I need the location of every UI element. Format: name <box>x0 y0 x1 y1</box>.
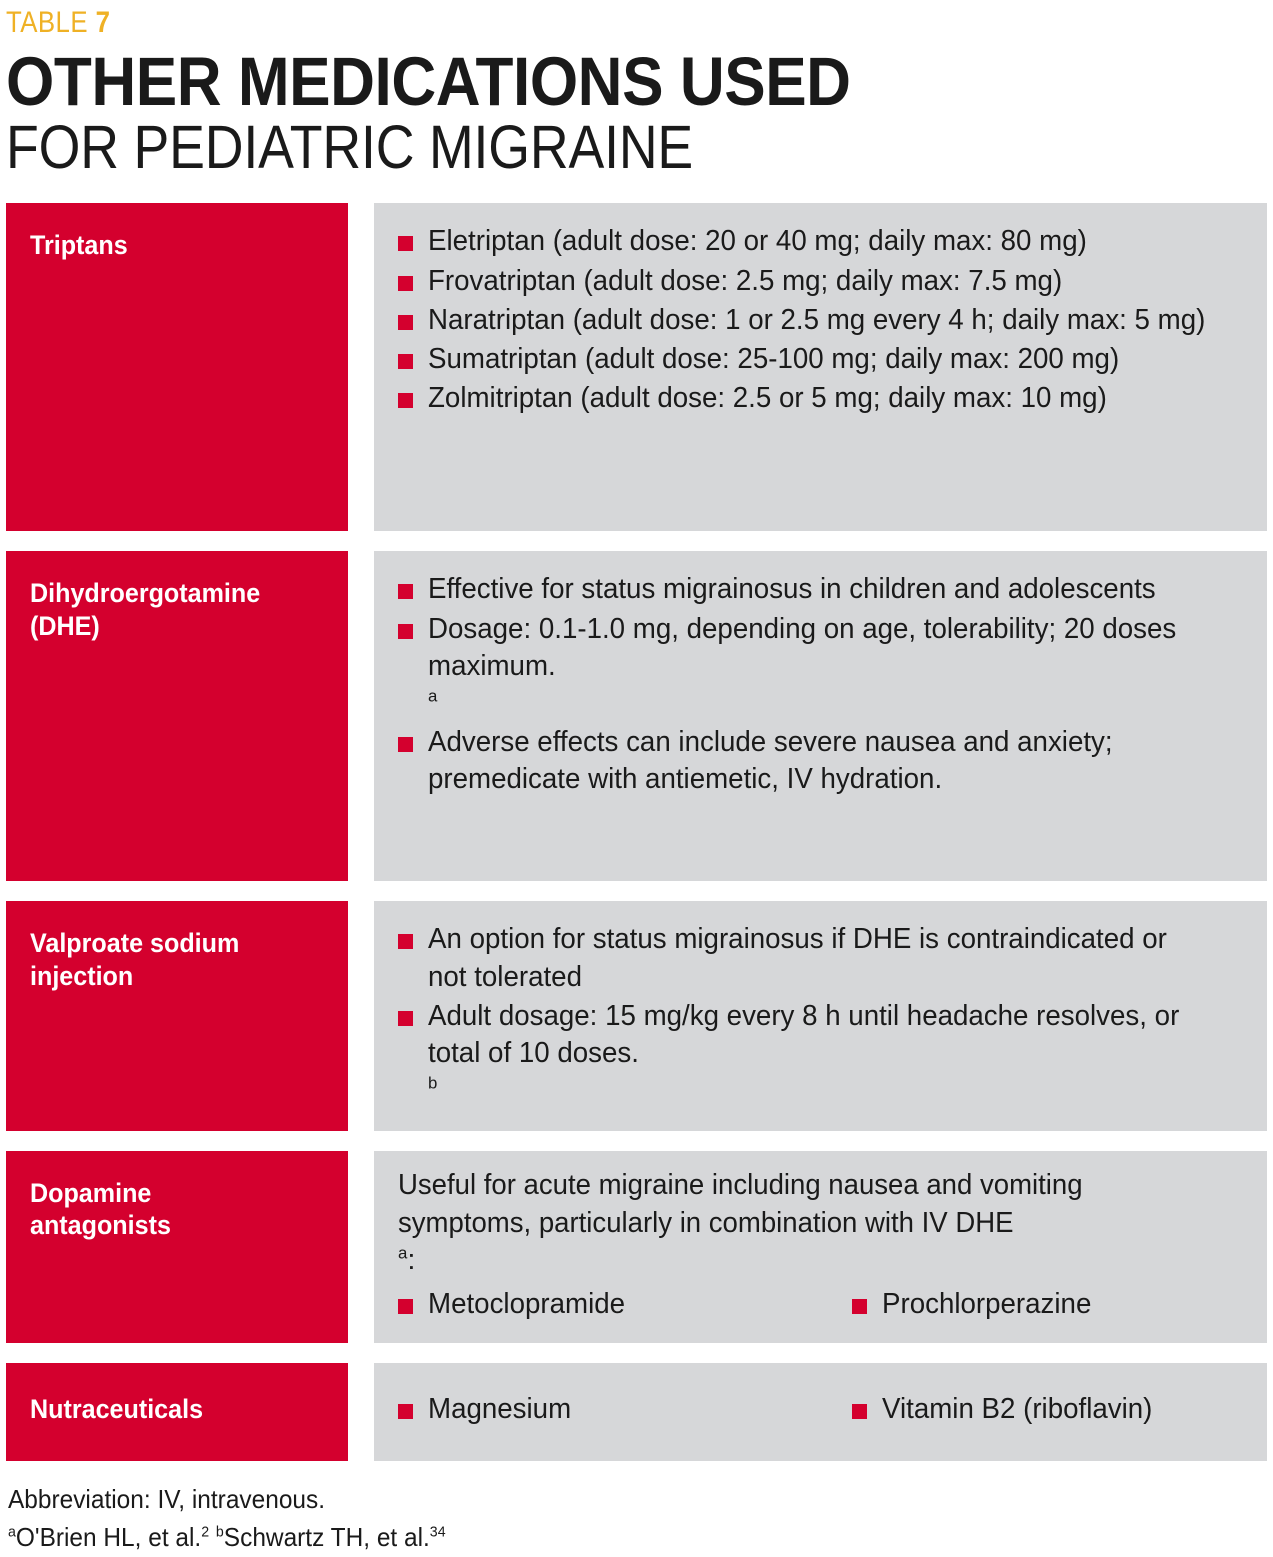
row-label-valproate-sodium-injection <box>6 901 348 1131</box>
list-item-text: Eletriptan (adult dose: 20 or 40 mg; daily max: 80 mg) <box>428 225 1087 258</box>
row-label-text: Nutraceuticals <box>30 1394 204 1425</box>
list-item <box>818 1286 1244 1323</box>
list-item <box>392 571 1243 608</box>
row-label-triptans <box>6 203 348 531</box>
row-label-dihydroergotamine <box>6 551 348 881</box>
row-label-text-line2: injection <box>30 960 134 991</box>
row-label-text-line2: antagonists <box>30 1210 171 1241</box>
footnote-marker-a: a <box>8 1523 16 1541</box>
list-item-text: Frovatriptan (adult dose: 2.5 mg; daily max: 7.5 mg) <box>428 264 1063 297</box>
row-lead-text-body: Useful for acute migraine including nausea and vomiting symptoms, particularly in combination with IV DHE <box>398 1168 1083 1239</box>
list-item <box>392 380 1243 417</box>
list-item <box>392 341 1243 378</box>
citation-number-2: 2 <box>201 1523 210 1541</box>
row-lead-text-suffix: : <box>407 1244 416 1277</box>
bullet-list <box>392 921 1243 1109</box>
list-item-text: Effective for status migrainosus in children and adolescents <box>428 573 1156 606</box>
footnote-references <box>8 1519 1267 1557</box>
bullet-list <box>392 1391 1243 1428</box>
row-lead-text <box>398 1167 1243 1280</box>
row-content-triptans <box>374 203 1267 531</box>
footnote-ref-b-text: Schwartz TH, et al. <box>223 1521 430 1552</box>
row-content-nutraceuticals <box>374 1363 1267 1461</box>
list-item-text: Vitamin B2 (riboflavin) <box>881 1393 1152 1426</box>
list-item-text: An option for status migrainosus if DHE is contraindicated or not tolerated <box>428 923 1167 993</box>
row-label-text-line1: Dopamine <box>30 1177 152 1208</box>
list-item-text: Naratriptan (adult dose: 1 or 2.5 mg every 4 h; daily max: 5 mg) <box>428 303 1206 336</box>
table-row <box>6 203 1267 531</box>
table-kicker-number: 7 <box>95 6 111 39</box>
row-content-dihydroergotamine <box>374 551 1267 881</box>
row-content-valproate <box>374 901 1267 1131</box>
bullet-list <box>392 223 1243 417</box>
list-item <box>392 263 1243 300</box>
table-kicker <box>6 0 1090 38</box>
table-row <box>6 551 1267 881</box>
table-row <box>6 1363 1267 1461</box>
medications-table <box>6 203 1267 1461</box>
row-label-text-line2: (DHE) <box>30 610 100 641</box>
list-item-text: Adverse effects can include severe nausea and anxiety; premedicate with antiemetic, IV hydration. <box>428 725 1113 795</box>
table-row <box>6 901 1267 1131</box>
row-label-dopamine-antagonists <box>6 1151 348 1343</box>
list-item <box>392 724 1243 798</box>
list-item <box>392 1286 818 1323</box>
table-kicker-label: TABLE <box>6 6 88 39</box>
footnote-marker-a: a <box>398 1243 408 1263</box>
list-item <box>392 921 1243 995</box>
footnote-reference-group <box>8 1519 446 1557</box>
footnote-ref-a-text: O'Brien HL, et al. <box>15 1521 202 1552</box>
list-item <box>392 302 1243 339</box>
page-title-line2: FOR PEDIATRIC MIGRAINE <box>6 113 694 182</box>
list-item-text: Prochlorperazine <box>881 1288 1091 1321</box>
row-label-text: Triptans <box>30 230 128 261</box>
footnote-marker-b: b <box>428 1073 438 1093</box>
bullet-list <box>392 571 1243 798</box>
footnote-abbreviation-text: Abbreviation: IV, intravenous. <box>8 1484 326 1515</box>
row-content-dopamine <box>374 1151 1267 1343</box>
list-item <box>392 1391 818 1428</box>
list-item-text: Adult dosage: 15 mg/kg every 8 h until headache resolves, or total of 10 doses. <box>428 999 1180 1069</box>
list-item <box>392 611 1243 722</box>
row-label-text-line1: Valproate sodium <box>30 928 240 959</box>
footnote-marker-a: a <box>428 686 438 706</box>
footnotes <box>6 1481 1267 1556</box>
footnote-marker-b: b <box>215 1523 224 1541</box>
bullet-list <box>392 1286 1243 1323</box>
citation-number-34: 34 <box>429 1523 446 1541</box>
page-title-line1: OTHER MEDICATIONS USED <box>6 43 851 120</box>
table-row <box>6 1151 1267 1343</box>
list-item <box>392 223 1243 260</box>
list-item-text: Zolmitriptan (adult dose: 2.5 or 5 mg; daily max: 10 mg) <box>428 381 1107 414</box>
row-label-text-line1: Dihydroergotamine <box>30 578 261 609</box>
list-item-text: Sumatriptan (adult dose: 25-100 mg; daily max: 200 mg) <box>428 342 1120 375</box>
list-item-text: Magnesium <box>428 1393 572 1426</box>
list-item <box>818 1391 1244 1428</box>
list-item-text: Dosage: 0.1-1.0 mg, depending on age, tolerability; 20 doses maximum. <box>428 612 1177 682</box>
list-item <box>392 998 1243 1109</box>
row-label-nutraceuticals <box>6 1363 348 1461</box>
footnote-abbreviation <box>8 1481 1267 1519</box>
list-item-text: Metoclopramide <box>428 1288 626 1321</box>
